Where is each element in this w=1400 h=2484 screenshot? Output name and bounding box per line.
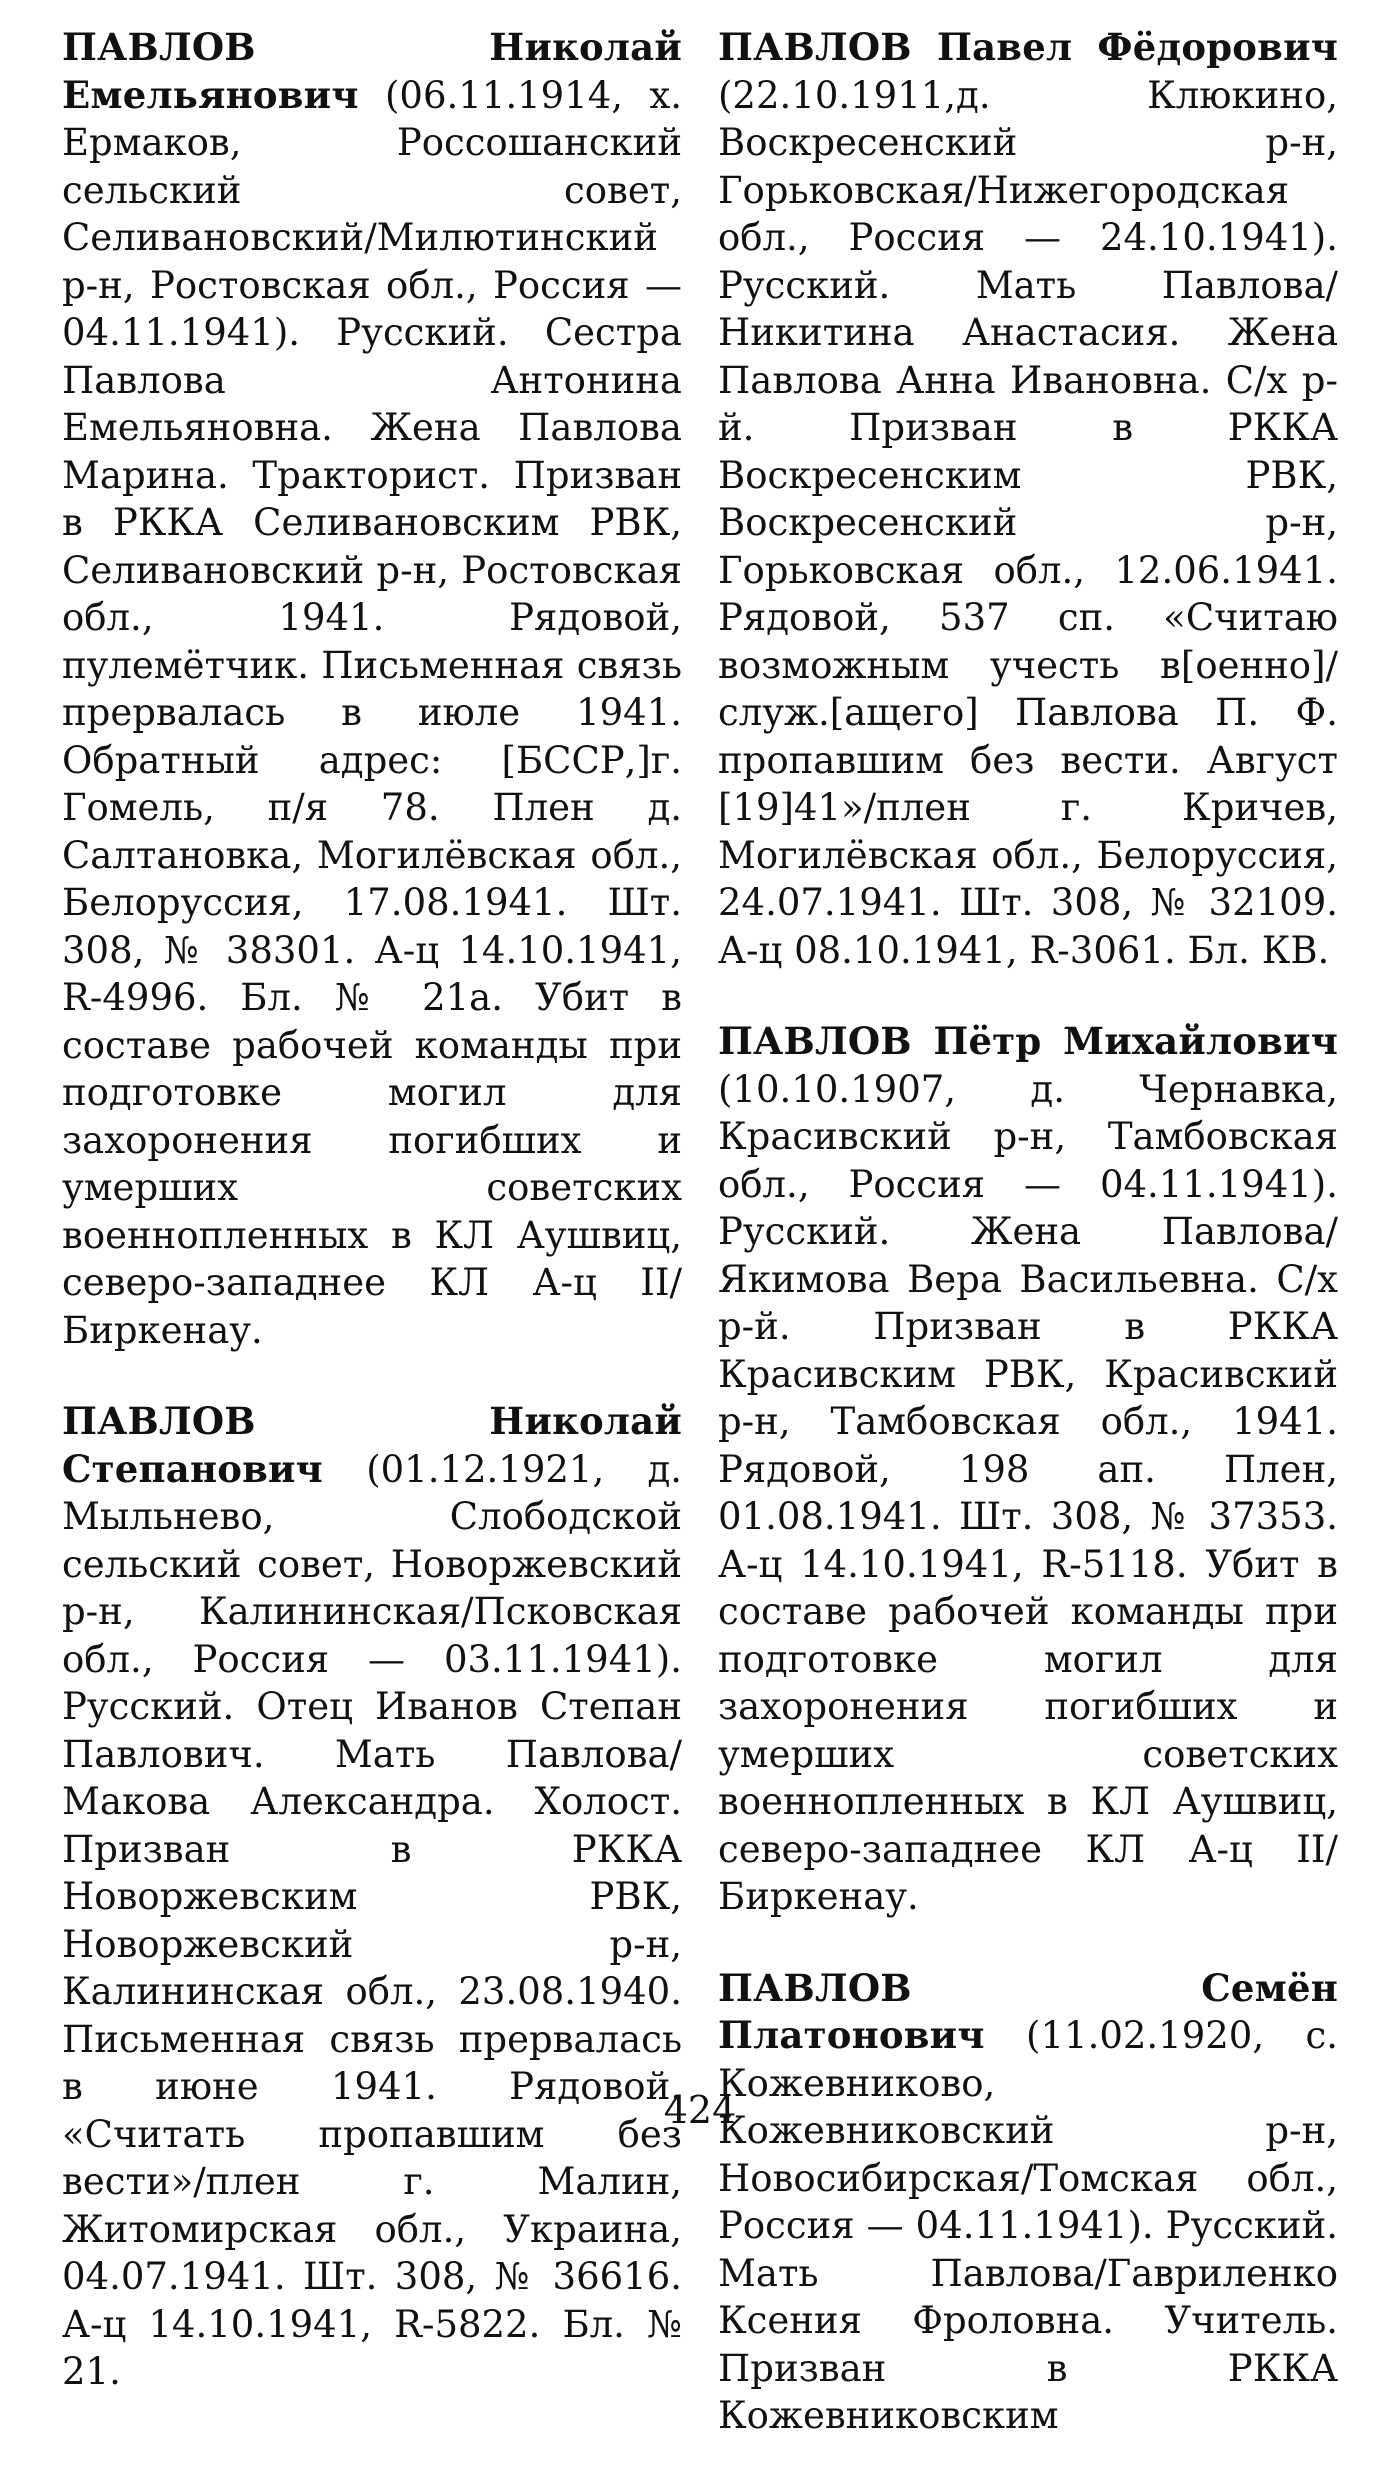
page-number: 424 bbox=[663, 2088, 737, 2132]
biography-entry bbox=[718, 1018, 1338, 1921]
entry-text: (11.02.1920, с. Кожевниково, Кожевниковский р-н, Новосибирская/Томская обл., Россия — 04.11.1941). Русский. Мать Павлова/Гавриленко Ксения Фроловна. Учитель. Призван в РККА Кожевниковским bbox=[718, 2014, 1338, 2437]
biography-entry bbox=[62, 1398, 682, 2396]
entry-text: (01.12.1921, д. Мыльнево, Слободской сельский совет, Новоржевский р-н, Калининская/Псковская обл., Россия — 03.11.1941). Русский. Отец Иванов Степан Павлович. Мать Павлова/Макова Александра. Холост. Призван в РККА Новоржевским РВК, Новоржевский р-н, Калининская обл., 23.08.1940. Письменная связь прервалась в июне 1941. Рядовой. «Считать пропавшим без вести»/плен г. Малин, Житомирская обл., Украина, 04.07.1941. Шт. 308, № 36616. А-ц 14.10.1941, R-5822. Бл. № 21. bbox=[62, 1447, 682, 2393]
biography-entry bbox=[718, 24, 1338, 974]
left-column bbox=[62, 24, 682, 2440]
entry-text: (06.11.1914, х. Ермаков, Россошанский сельский совет, Селивановский/Милютинский р-н, Ростовская обл., Россия — 04.11.1941). Русский. Сестра Павлова Антонина Емельяновна. Жена Павлова Марина. Тракторист. Призван в РККА Селивановским РВК, Селивановский р-н, Ростовская обл., 1941. Рядовой, пулемётчик. Письменная связь прервалась в июле 1941. Обратный адрес: [БССР,]г. Гомель, п/я 78. Плен д. Салтановка, Могилёвская обл., Белоруссия, 17.08.1941. Шт. 308, № 38301. А-ц 14.10.1941, R-4996. Бл. № 21а. Убит в составе рабочей команды при подготовке могил для захоронения погибших и умерших советских военнопленных в КЛ Аушвиц, северо-западнее КЛ А-ц II/Биркенау. bbox=[62, 73, 683, 1352]
entry-text: (22.10.1911,д. Клюкино, Воскресенский р-н, Горьковская/Нижегородская обл., Россия — 24.10.1941). Русский. Мать Павлова/Никитина Анастасия. Жена Павлова Анна Ивановна. С/х р-й. Призван в РККА Воскресенским РВК, Воскресенский р-н, Горьковская обл., 12.06.1941. Рядовой, 537 сп. «Считаю возможным учесть в[оенно]/служ.[ащего] Павлова П. Ф. пропавшим без вести. Август [19]41»/плен г. Кричев, Могилёвская обл., Белоруссия, 24.07.1941. Шт. 308, № 32109. А-ц 08.10.1941, R-3061. Бл. КВ. bbox=[718, 73, 1338, 972]
biography-entry bbox=[62, 24, 682, 1354]
entry-name: ПАВЛОВ Николай Емельянович bbox=[62, 25, 682, 117]
entry-name: ПАВЛОВ Пётр Михайлович bbox=[718, 1019, 1338, 1063]
entry-name: ПАВЛОВ Павел Фёдорович bbox=[718, 25, 1338, 69]
biography-entry bbox=[718, 1965, 1338, 2440]
entry-text: (10.10.1907, д. Чернавка, Красивский р-н, Тамбовская обл., Россия — 04.11.1941). Русский. Жена Павлова/Якимова Вера Васильевна. С/х р-й. Призван в РККА Красивским РВК, Красивский р-н, Тамбовская обл., 1941. Рядовой, 198 ап. Плен, 01.08.1941. Шт. 308, № 37353. А-ц 14.10.1941, R-5118. Убит в составе рабочей команды при подготовке могил для захоронения погибших и умерших советских военнопленных в КЛ Аушвиц, северо-западнее КЛ А-ц II/Биркенау. bbox=[718, 1067, 1338, 1918]
entry-name: ПАВЛОВ Семён Платонович bbox=[718, 1965, 1338, 2057]
entry-name: ПАВЛОВ Николай Степанович bbox=[62, 1399, 682, 1491]
